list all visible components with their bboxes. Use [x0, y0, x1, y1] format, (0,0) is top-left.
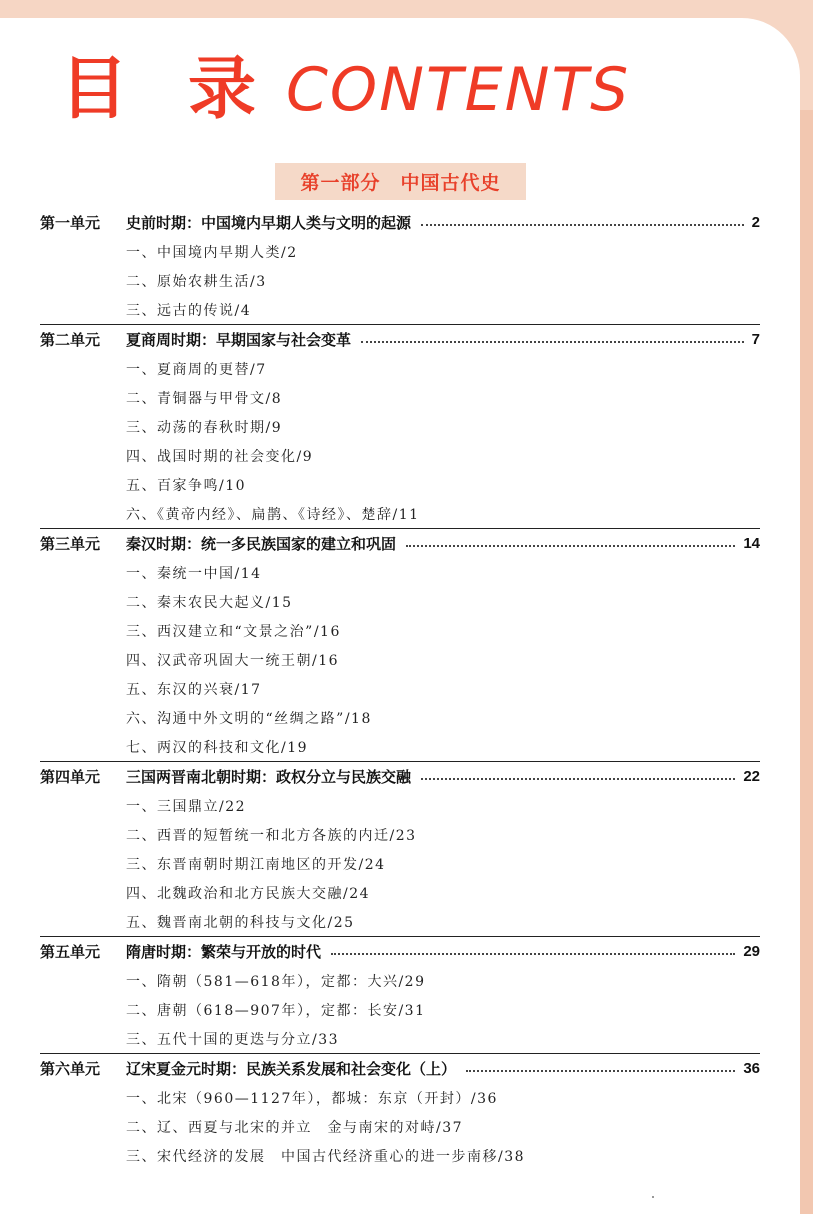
dot-leader	[361, 341, 744, 343]
unit-row[interactable]	[40, 208, 760, 237]
unit-page-number: 22	[743, 768, 760, 785]
unit-title: 秦汉时期：统一多民族国家的建立和巩固	[126, 535, 397, 553]
lesson-item[interactable]: 五、魏晋南北朝的科技与文化/25	[126, 914, 355, 931]
lesson-item[interactable]: 二、秦末农民大起义/15	[126, 594, 293, 611]
title-chinese: 目录	[60, 50, 317, 129]
unit-row[interactable]	[40, 936, 760, 966]
lesson-item[interactable]: 一、夏商周的更替/7	[126, 361, 267, 378]
lesson-item[interactable]: 七、两汉的科技和文化/19	[126, 739, 309, 756]
dot-leader	[331, 953, 735, 955]
unit-label: 第三单元	[40, 535, 101, 553]
lesson-item[interactable]: 六、沟通中外文明的“丝绸之路”/18	[126, 710, 372, 727]
contents-heading	[60, 40, 630, 140]
table-of-contents	[40, 208, 760, 1170]
lesson-item[interactable]: 二、辽、西夏与北宋的并立 金与南宋的对峙/37	[126, 1119, 464, 1136]
unit-title: 辽宋夏金元时期：民族关系发展和社会变化（上）	[126, 1060, 457, 1078]
unit-row[interactable]	[40, 761, 760, 791]
lesson-item[interactable]: 五、东汉的兴衰/17	[126, 681, 262, 698]
unit-page-number: 29	[743, 943, 760, 960]
lesson-item[interactable]: 三、东晋南朝时期江南地区的开发/24	[126, 856, 386, 873]
lesson-item[interactable]: 三、远古的传说/4	[126, 302, 252, 319]
dot-leader	[421, 224, 744, 226]
title-english: CONTENTS	[286, 55, 631, 125]
unit-row[interactable]	[40, 324, 760, 354]
unit-label: 第六单元	[40, 1060, 101, 1078]
page-edge	[800, 110, 813, 1214]
lesson-item[interactable]: 一、三国鼎立/22	[126, 798, 247, 815]
lesson-item[interactable]: 一、隋朝（581—618年），定都：大兴/29	[126, 973, 426, 990]
lesson-item[interactable]: 二、青铜器与甲骨文/8	[126, 390, 283, 407]
unit-title: 隋唐时期：繁荣与开放的时代	[126, 943, 322, 961]
part-heading: 第一部分 中国古代史	[275, 163, 526, 200]
unit-label: 第一单元	[40, 214, 101, 232]
lesson-item[interactable]: 四、北魏政治和北方民族大交融/24	[126, 885, 371, 902]
lesson-item[interactable]: 一、中国境内早期人类/2	[126, 244, 298, 261]
lesson-item[interactable]: 一、秦统一中国/14	[126, 565, 262, 582]
unit-title: 三国两晋南北朝时期：政权分立与民族交融	[126, 768, 412, 786]
unit-title: 夏商周时期：早期国家与社会变革	[126, 331, 352, 349]
dot-leader	[406, 545, 735, 547]
lesson-item[interactable]: 一、北宋（960—1127年），都城：东京（开封）/36	[126, 1090, 498, 1107]
unit-row[interactable]	[40, 1053, 760, 1083]
lesson-item[interactable]: 三、宋代经济的发展 中国古代经济重心的进一步南移/38	[126, 1148, 526, 1165]
dot-leader	[466, 1070, 735, 1072]
dot-leader	[421, 778, 735, 780]
lesson-item[interactable]: 三、五代十国的更迭与分立/33	[126, 1031, 340, 1048]
unit-page-number: 36	[743, 1060, 760, 1077]
unit-row[interactable]	[40, 528, 760, 558]
lesson-item[interactable]: 二、唐朝（618—907年），定都：长安/31	[126, 1002, 426, 1019]
unit-page-number: 14	[743, 535, 760, 552]
unit-title: 史前时期：中国境内早期人类与文明的起源	[126, 214, 412, 232]
lesson-item[interactable]: 四、汉武帝巩固大一统王朝/16	[126, 652, 340, 669]
lesson-item[interactable]: 二、原始农耕生活/3	[126, 273, 267, 290]
lesson-item[interactable]: 三、西汉建立和“文景之治”/16	[126, 623, 341, 640]
unit-page-number: 2	[751, 214, 760, 231]
unit-label: 第五单元	[40, 943, 101, 961]
lesson-item[interactable]: 六、《黄帝内经》、扁鹊、《诗经》、楚辞/11	[126, 506, 420, 523]
lesson-item[interactable]: 五、百家争鸣/10	[126, 477, 247, 494]
lesson-item[interactable]: 四、战国时期的社会变化/9	[126, 448, 314, 465]
scan-speck	[652, 1196, 654, 1198]
lesson-item[interactable]: 二、西晋的短暂统一和北方各族的内迁/23	[126, 827, 417, 844]
unit-label: 第四单元	[40, 768, 101, 786]
unit-page-number: 7	[751, 331, 760, 348]
unit-label: 第二单元	[40, 331, 101, 349]
lesson-item[interactable]: 三、动荡的春秋时期/9	[126, 419, 283, 436]
